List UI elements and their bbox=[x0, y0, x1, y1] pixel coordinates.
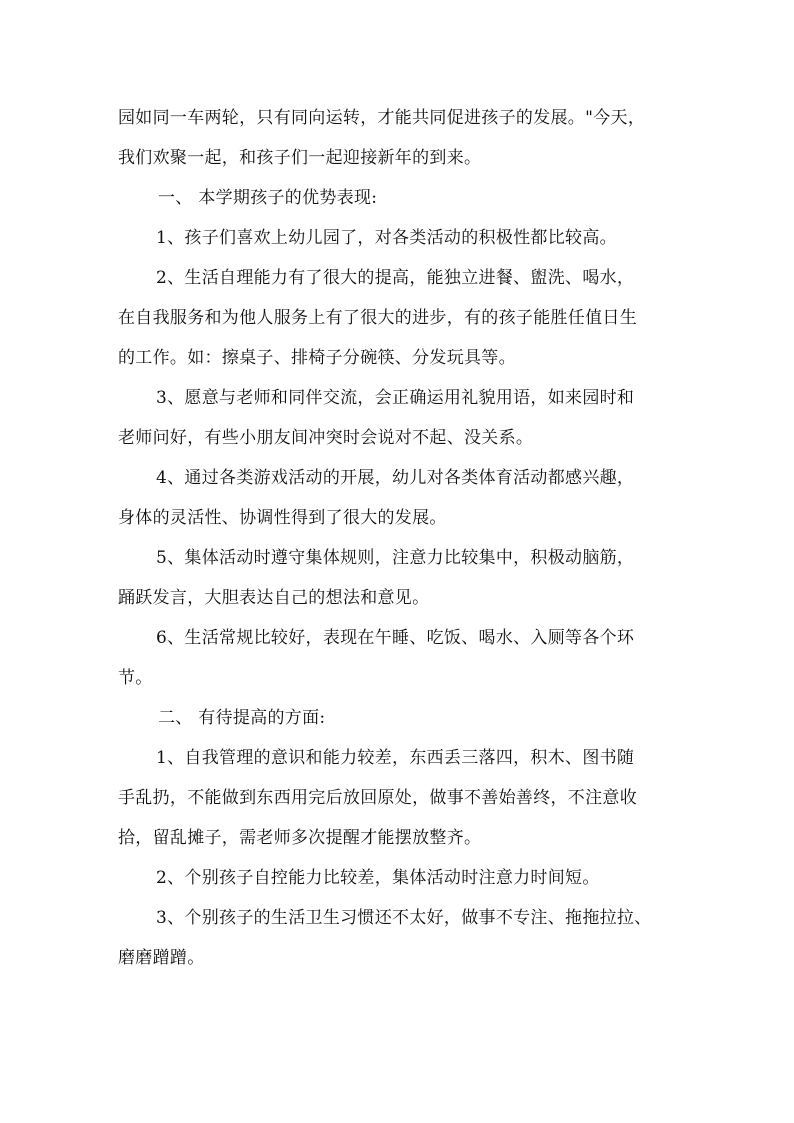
list-item: 4、通过各类游戏活动的开展，幼儿对各类体育活动都感兴趣， bbox=[156, 468, 635, 488]
document-body bbox=[118, 98, 684, 978]
text-line: 园如同一车两轮，只有同向运转，才能共同促进孩子的发展。"今天， bbox=[118, 108, 646, 128]
section-heading: 二、 有待提高的方面: bbox=[158, 708, 326, 728]
text-line: 手乱扔，不能做到东西用完后放回原处，做事不善始善终，不注意收 bbox=[118, 788, 637, 808]
text-line: 我们欢聚一起，和孩子们一起迎接新年的到来。 bbox=[118, 148, 482, 168]
text-line: 踊跃发言，大胆表达自己的想法和意见。 bbox=[118, 588, 430, 608]
text-line: 节。 bbox=[118, 668, 153, 688]
list-item: 6、生活常规比较好，表现在午睡、吃饭、喝水、入厕等各个环 bbox=[156, 628, 635, 648]
text-line: 磨磨蹭蹭。 bbox=[118, 948, 205, 968]
list-item: 1、自我管理的意识和能力较差，东西丢三落四，积木、图书随 bbox=[156, 748, 635, 768]
text-line: 身体的灵活性、协调性得到了很大的发展。 bbox=[118, 508, 447, 528]
section-heading: 一、 本学期孩子的优势表现: bbox=[158, 188, 378, 208]
text-line: 在自我服务和为他人服务上有了很大的进步，有的孩子能胜任值日生 bbox=[118, 308, 637, 328]
text-line: 的工作。如：擦桌子、排椅子分碗筷、分发玩具等。 bbox=[118, 348, 516, 368]
list-item: 2、个别孩子自控能力比较差，集体活动时注意力时间短。 bbox=[156, 868, 600, 888]
text-line: 老师问好，有些小朋友间冲突时会说对不起、没关系。 bbox=[118, 428, 534, 448]
list-item: 3、愿意与老师和同伴交流，会正确运用礼貌用语，如来园时和 bbox=[156, 388, 635, 408]
list-item: 2、生活自理能力有了很大的提高，能独立进餐、盥洗、喝水， bbox=[156, 268, 635, 288]
list-item: 3、个别孩子的生活卫生习惯还不太好，做事不专注、拖拖拉拉、 bbox=[156, 908, 652, 928]
list-item: 5、集体活动时遵守集体规则，注意力比较集中，积极动脑筋， bbox=[156, 548, 635, 568]
list-item: 1、孩子们喜欢上幼儿园了，对各类活动的积极性都比较高。 bbox=[156, 228, 617, 248]
text-line: 拾，留乱摊子，需老师多次提醒才能摆放整齐。 bbox=[118, 828, 482, 848]
